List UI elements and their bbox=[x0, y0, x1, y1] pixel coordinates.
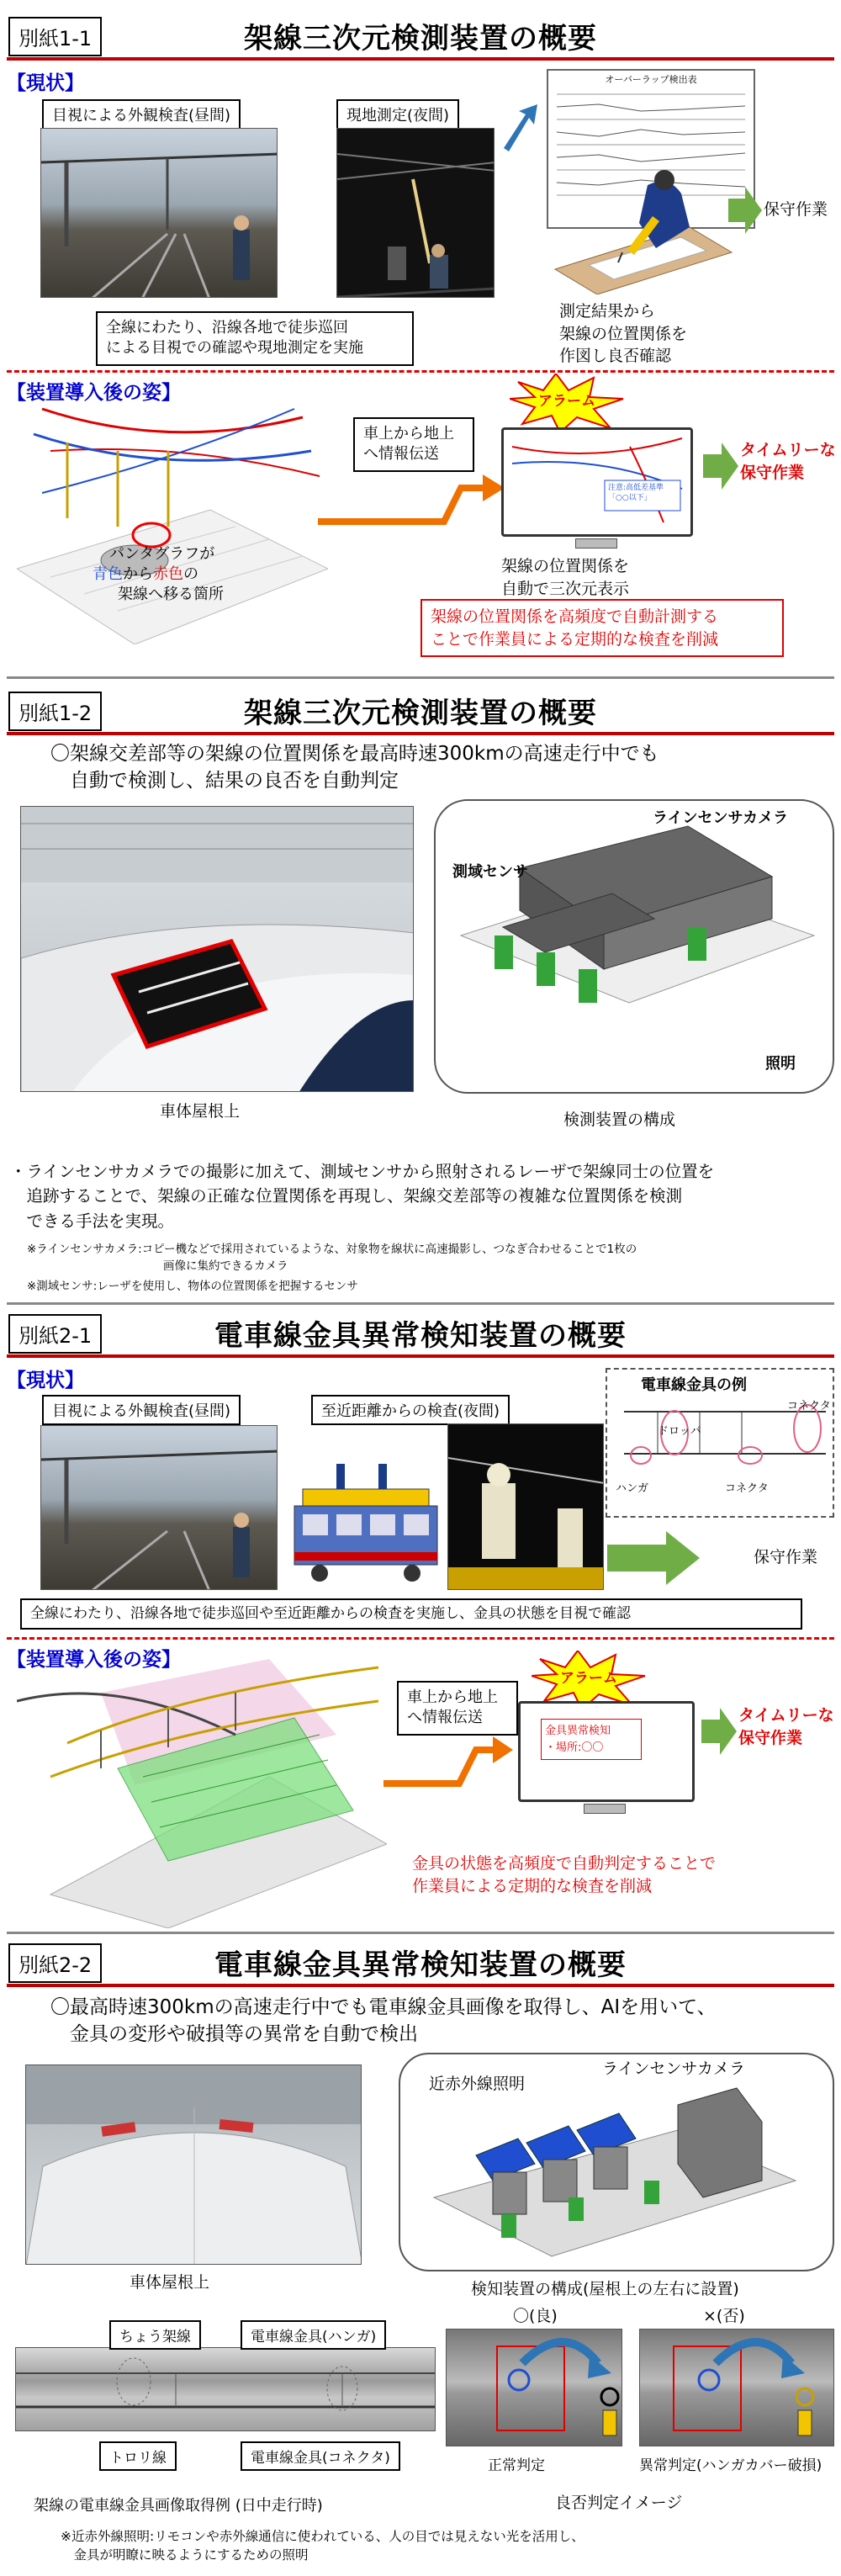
current-label: 【現状】 bbox=[7, 1370, 84, 1391]
dropper-label: ドロッパ bbox=[658, 1425, 701, 1438]
fitting-example-title: 電車線金具の例 bbox=[641, 1376, 747, 1394]
maintenance-label: 保守作業 bbox=[764, 200, 828, 219]
section-tag: 別紙2-2 bbox=[8, 1943, 102, 1983]
footnote-camera: ※ラインセンサカメラ:コピー機などで採用されているような、対象物を線状に高速撮影し、つなぎ合わせることで1枚の 画像に集約できるカメラ bbox=[27, 1243, 637, 1273]
monitor-stand bbox=[575, 538, 617, 549]
caption-visual-inspection: 目視による外観検査(昼間) bbox=[42, 99, 241, 130]
section-title: 架線三次元検測装置の概要 bbox=[244, 22, 597, 56]
timely-maintenance-label: タイムリーな 保守作業 bbox=[738, 1706, 834, 1747]
maintenance-label: 保守作業 bbox=[754, 1548, 818, 1566]
arrow-to-chart-icon bbox=[500, 103, 541, 153]
normal-judgement-image bbox=[446, 2329, 622, 2446]
anomaly-alert-box bbox=[541, 1719, 642, 1760]
line-sensor-camera-label: ラインセンサカメラ bbox=[602, 2059, 746, 2078]
red-wire-label: 赤色 bbox=[153, 565, 183, 583]
transmit-box: 車上から地上 へ情報伝送 bbox=[397, 1681, 518, 1736]
auto-3d-display-note: 架線の位置関係を 自動で三次元表示 bbox=[501, 557, 630, 598]
footnote-sensor: ※測域センサ:レーザを使用し、物体の位置関係を把握するセンサ bbox=[27, 1280, 358, 1293]
callout-trolley-wire: トロリ線 bbox=[99, 2441, 177, 2471]
lead-text: 〇最高時速300kmの高速走行中でも電車線金具画像を取得し、AIを用いて、 金具の変形や破損等の異常を自動で検出 bbox=[50, 1996, 717, 2046]
callout-connector: 電車線金具(コネクタ) bbox=[241, 2441, 400, 2471]
worker-drawing-icon bbox=[538, 168, 740, 294]
maintenance-car-icon bbox=[286, 1447, 446, 1590]
callout-messenger-wire: ちょう架線 bbox=[109, 2320, 201, 2350]
current-label: 【現状】 bbox=[7, 72, 84, 94]
section-header-4 bbox=[7, 1935, 834, 1987]
current-method-note: 全線にわたり、沿線各地で徒歩巡回や至近距離からの検査を実施し、金具の状態を目視で確認 bbox=[20, 1598, 802, 1630]
description-body: ・ラインセンサカメラでの撮影に加えて、測域センサから照射されるレーザで架線同士の位置を 追跡することで、架線の正確な位置関係を再現し、架線交差部等の複雑な位置関係を検測 できる手法を実現。 bbox=[10, 1162, 715, 1231]
abnormal-judgement-image bbox=[639, 2329, 834, 2446]
section-title: 架線三次元検測装置の概要 bbox=[244, 697, 597, 730]
footnote-nir: ※近赤外線照明:リモコンや赤外線通信に使われている、人の目では見えない光を活用し、 金具が明瞭に映るようにするための照明 bbox=[61, 2529, 584, 2563]
range-sensor-label: 測域センサ bbox=[452, 863, 528, 881]
arrow-green-icon bbox=[607, 1531, 700, 1585]
caption-field-measurement: 現地測定(夜間) bbox=[336, 99, 459, 130]
result-note: 測定結果から 架線の位置関係を 作図し良否確認 bbox=[559, 302, 688, 366]
section-separator bbox=[7, 1302, 834, 1305]
pantograph-note-line2 bbox=[93, 564, 198, 585]
caption-near-inspection: 至近距離からの検査(夜間) bbox=[311, 1395, 510, 1425]
section-header-3 bbox=[7, 1306, 834, 1358]
alarm-label: アラーム bbox=[560, 1670, 617, 1687]
divider bbox=[7, 370, 834, 373]
fitting-detection-diagram bbox=[17, 1642, 387, 1928]
nir-lighting-label: 近赤外線照明 bbox=[429, 2075, 526, 2093]
callout-hanger: 電車線金具(ハンガ) bbox=[241, 2320, 386, 2350]
screen-note: 注意:高低差基準 「○○以下」 bbox=[608, 484, 664, 502]
hanger-label: ハンガ bbox=[616, 1482, 649, 1495]
reduction-note: 金具の状態を高頻度で自動判定することで 作業員による定期的な検査を削減 bbox=[404, 1847, 750, 1902]
arrow-green-icon bbox=[728, 187, 762, 234]
section-header-2 bbox=[7, 683, 834, 735]
pantograph-note-line3: 架線へ移る箇所 bbox=[118, 586, 224, 603]
good-label: 〇(良) bbox=[513, 2307, 558, 2325]
blue-wire-label: 青色 bbox=[93, 565, 123, 583]
arrow-green-icon bbox=[701, 1708, 737, 1755]
current-method-note: 全線にわたり、沿線各地で徒歩巡回 による目視での確認や現地測定を実施 bbox=[96, 311, 414, 366]
photo-car-roof bbox=[25, 2065, 362, 2265]
photo-daytime-track bbox=[40, 1425, 278, 1590]
device-config-panel bbox=[434, 799, 834, 1094]
example-caption: 架線の電車線金具画像取得例 (日中走行時) bbox=[34, 2497, 323, 2515]
connector-label-2: コネクタ bbox=[725, 1482, 769, 1495]
after-introduction-label: 【装置導入後の姿】 bbox=[7, 1649, 181, 1671]
photo-car-roof bbox=[20, 806, 414, 1092]
roof-caption: 車体屋根上 bbox=[160, 1102, 241, 1121]
section-header-1 bbox=[7, 8, 834, 61]
panto-from-text: から bbox=[123, 565, 153, 583]
pantograph-note-line1: パンタグラフが bbox=[109, 545, 215, 563]
caption-visual-inspection: 目視による外観検査(昼間) bbox=[42, 1395, 241, 1425]
judgement-image-caption: 良否判定イメージ bbox=[555, 2494, 683, 2512]
line-sensor-camera-label: ラインセンサカメラ bbox=[653, 809, 789, 827]
panto-to-text: の bbox=[183, 565, 198, 583]
chart-caption: オーバーラップ検出表 bbox=[605, 74, 697, 85]
section-tag: 別紙2-1 bbox=[8, 1314, 102, 1354]
divider bbox=[7, 1637, 834, 1640]
bad-label: ×(否) bbox=[703, 2307, 745, 2325]
section-tag: 別紙1-2 bbox=[8, 692, 102, 731]
reduction-note: 架線の位置関係を高頻度で自動計測する ことで作業員による定期的な検査を削減 bbox=[420, 599, 784, 657]
section-tag: 別紙1-1 bbox=[8, 17, 102, 56]
monitor bbox=[518, 1701, 695, 1802]
section-title: 電車線金具異常検知装置の概要 bbox=[214, 1319, 627, 1353]
monitor-stand bbox=[584, 1804, 626, 1814]
photo-daytime-track bbox=[40, 128, 278, 298]
section-separator bbox=[7, 676, 834, 679]
transmit-arrow-icon bbox=[318, 463, 505, 530]
wire-3d-diagram bbox=[17, 400, 328, 644]
config-caption: 検測装置の構成 bbox=[563, 1110, 676, 1129]
fitting-example-box bbox=[606, 1368, 834, 1518]
lighting-label: 照明 bbox=[765, 1055, 796, 1073]
arrow-green-icon bbox=[703, 443, 738, 490]
config-caption: 検知装置の構成(屋根上の左右に設置) bbox=[471, 2280, 739, 2298]
timely-maintenance-label: タイムリーな 保守作業 bbox=[740, 441, 836, 482]
abnormal-judgement-label: 異常判定(ハンガカバー破損) bbox=[639, 2457, 822, 2474]
section-title: 電車線金具異常検知装置の概要 bbox=[214, 1948, 627, 1982]
alert-title: 金具異常検知 bbox=[545, 1725, 611, 1737]
section-separator bbox=[7, 1932, 834, 1934]
alarm-label: アラーム bbox=[538, 393, 595, 410]
fitting-image-strip bbox=[15, 2347, 436, 2431]
transmit-box: 車上から地上 へ情報伝送 bbox=[353, 417, 474, 472]
photo-night-measurement bbox=[336, 128, 495, 298]
alert-location: ・場所:〇〇 bbox=[545, 1741, 604, 1754]
photo-night-near-inspection bbox=[447, 1423, 604, 1590]
normal-judgement-label: 正常判定 bbox=[488, 2457, 545, 2474]
monitor bbox=[501, 427, 693, 537]
lead-text: 〇架線交差部等の架線の位置関係を最高時速300kmの高速走行中でも 自動で検測し、結果の良否を自動判定 bbox=[50, 743, 659, 792]
roof-caption: 車体屋根上 bbox=[130, 2273, 210, 2292]
after-introduction-label: 【装置導入後の姿】 bbox=[7, 382, 181, 404]
connector-label: コネクタ bbox=[787, 1400, 831, 1413]
transmit-arrow-icon bbox=[383, 1725, 513, 1792]
